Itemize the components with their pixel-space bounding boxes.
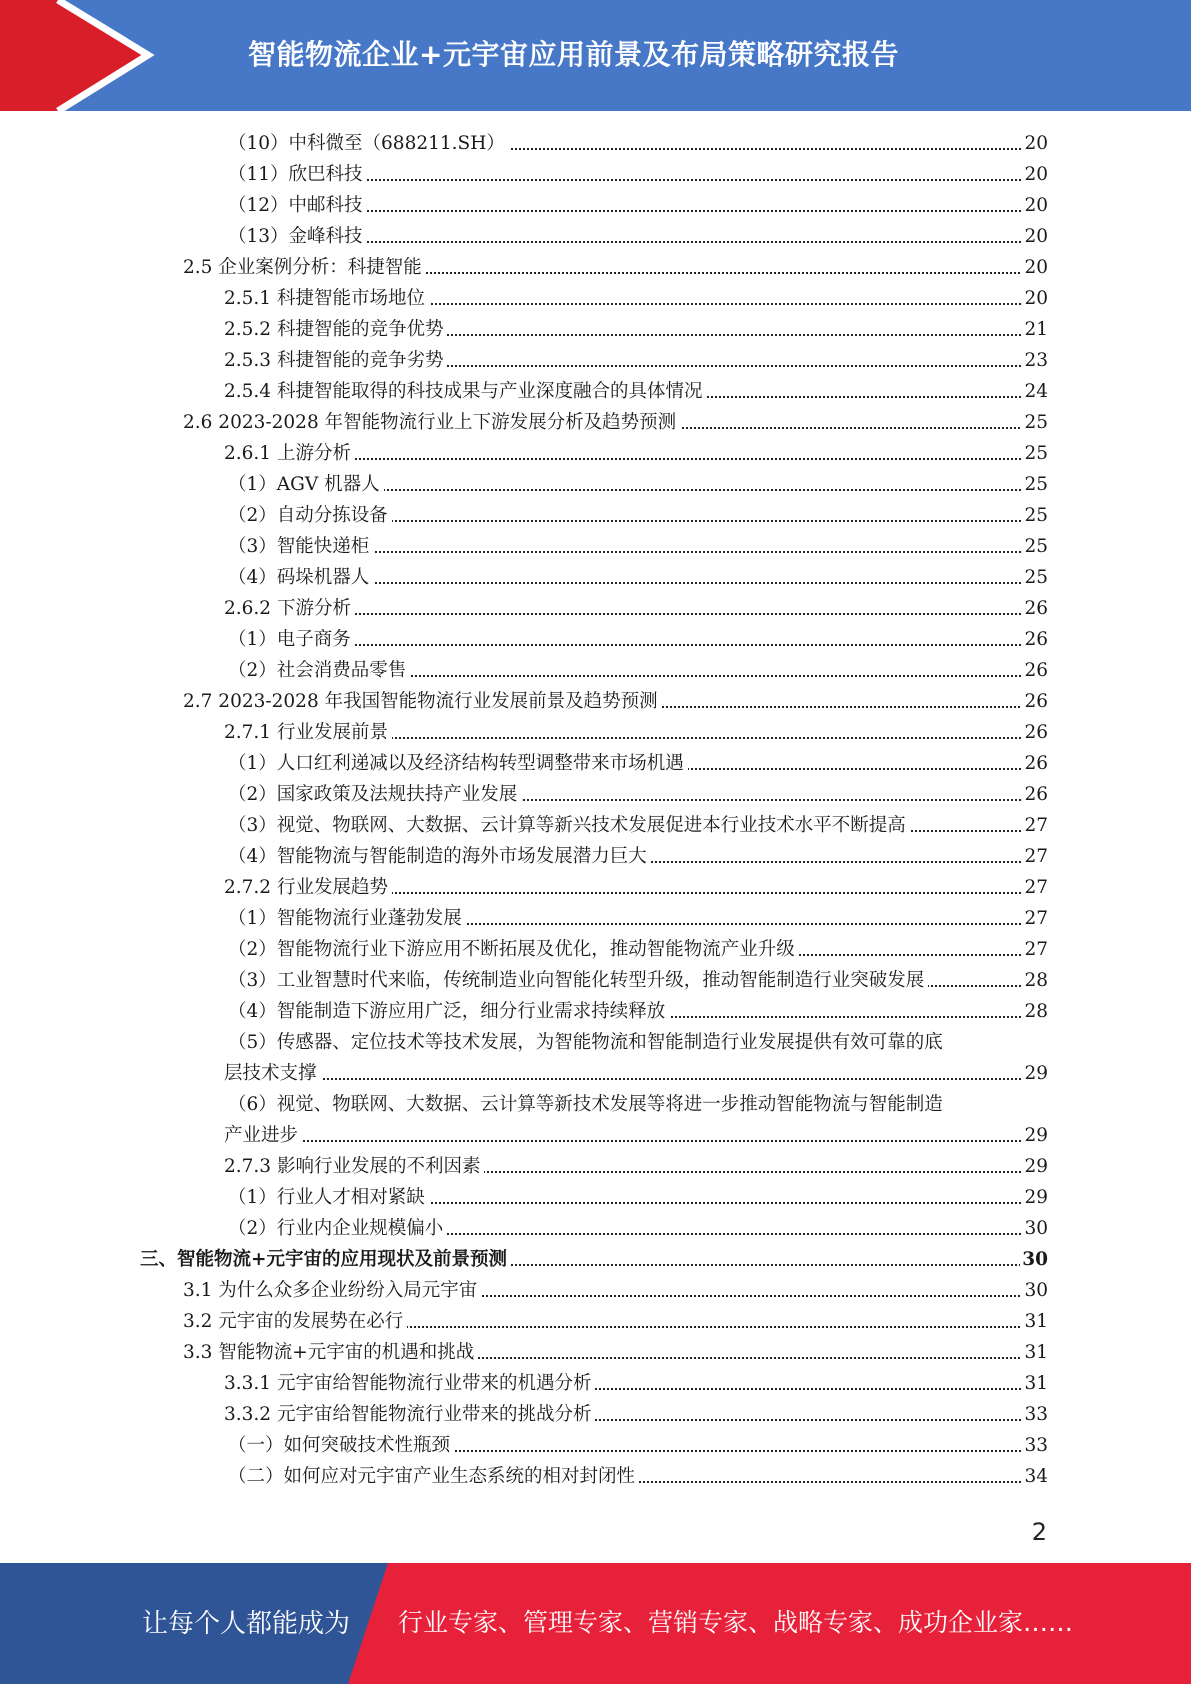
toc-entry-title: （1）电子商务	[228, 624, 355, 655]
toc-entry-page: 25	[1022, 500, 1048, 531]
toc-entry-title: （2）智能物流行业下游应用不断拓展及优化，推动智能物流产业升级	[228, 934, 799, 965]
toc-entry[interactable]	[183, 252, 1048, 283]
toc-entry-page: 25	[1022, 407, 1048, 438]
toc-entry-title: （6）视觉、物联网、大数据、云计算等新技术发展等将进一步推动智能物流与智能制造	[228, 1089, 947, 1120]
toc-entry[interactable]	[228, 1430, 1048, 1461]
toc-entry-page: 25	[1022, 562, 1048, 593]
toc-entry-page: 26	[1022, 624, 1048, 655]
toc-entry-title: （1）智能物流行业蓬勃发展	[228, 903, 466, 934]
toc-entry-page: 28	[1022, 965, 1048, 996]
toc-entry-title: （2）行业内企业规模偏小	[228, 1213, 447, 1244]
toc-entry[interactable]	[228, 779, 1048, 810]
toc-entry-page: 20	[1022, 128, 1048, 159]
toc-entry[interactable]	[183, 407, 1048, 438]
toc-entry-title: 2.5.2 科捷智能的竞争优势	[224, 314, 447, 345]
toc-entry[interactable]	[183, 1306, 1048, 1337]
toc-entry[interactable]	[224, 345, 1048, 376]
toc-entry[interactable]	[183, 1337, 1048, 1368]
toc-entry[interactable]	[228, 624, 1048, 655]
toc-entry[interactable]	[224, 1058, 1048, 1089]
toc-entry-title: （3）工业智慧时代来临，传统制造业向智能化转型升级，推动智能制造行业突破发展	[228, 965, 928, 996]
toc-entry[interactable]	[228, 190, 1048, 221]
toc-entry-title: （13）金峰科技	[228, 221, 367, 252]
toc-entry[interactable]	[228, 965, 1048, 996]
dot-leader	[224, 1140, 1048, 1142]
toc-entry[interactable]	[228, 1089, 1048, 1120]
toc-entry-page: 33	[1022, 1399, 1048, 1430]
toc-entry-page: 20	[1022, 283, 1048, 314]
toc-entry[interactable]	[228, 500, 1048, 531]
toc-entry-page: 30	[1022, 1275, 1048, 1306]
toc-entry-title: （4）智能制造下游应用广泛，细分行业需求持续释放	[228, 996, 669, 1027]
toc-entry[interactable]	[224, 1399, 1048, 1430]
toc-entry-page: 27	[1022, 810, 1048, 841]
toc-entry-title: （4）智能物流与智能制造的海外市场发展潜力巨大	[228, 841, 651, 872]
toc-entry-title: （1）人口红利递减以及经济结构转型调整带来市场机遇	[228, 748, 688, 779]
toc-entry-title: 2.7.3 影响行业发展的不利因素	[224, 1151, 484, 1182]
toc-entry[interactable]	[228, 531, 1048, 562]
toc-entry[interactable]	[224, 593, 1048, 624]
toc-entry-title: （一）如何突破技术性瓶颈	[228, 1430, 454, 1461]
toc-entry-page: 30	[1022, 1213, 1048, 1244]
toc-entry-page: 28	[1022, 996, 1048, 1027]
toc-entry-page: 27	[1022, 872, 1048, 903]
toc-entry-page: 23	[1022, 345, 1048, 376]
toc-entry-title: （10）中科微至（688211.SH）	[228, 128, 509, 159]
header-red-arrow	[0, 0, 148, 111]
toc-entry[interactable]	[228, 221, 1048, 252]
toc-entry-title: 层技术支撑	[224, 1058, 321, 1089]
toc-entry[interactable]	[228, 1027, 1048, 1058]
toc-entry-title: 2.6.1 上游分析	[224, 438, 355, 469]
toc-entry-title: 2.6.2 下游分析	[224, 593, 355, 624]
toc-entry-title: 2.5.1 科捷智能市场地位	[224, 283, 429, 314]
toc-entry-title: 3.3.1 元宇宙给智能物流行业带来的机遇分析	[224, 1368, 595, 1399]
toc-entry[interactable]	[228, 1182, 1048, 1213]
header-band	[0, 0, 1191, 111]
toc-entry-title: 产业进步	[224, 1120, 302, 1151]
toc-entry[interactable]	[228, 903, 1048, 934]
toc-entry-page: 26	[1022, 748, 1048, 779]
toc-entry[interactable]	[224, 1368, 1048, 1399]
toc-entry[interactable]	[224, 1120, 1048, 1151]
footer-slogan-right: 行业专家、管理专家、营销专家、战略专家、成功企业家……	[398, 1608, 1074, 1637]
toc-entry-page: 24	[1022, 376, 1048, 407]
toc-entry[interactable]	[228, 159, 1048, 190]
toc-entry-page: 30	[1020, 1244, 1048, 1275]
toc-entry-title: （2）自动分拣设备	[228, 500, 392, 531]
toc-entry[interactable]	[224, 872, 1048, 903]
footer-band	[0, 1563, 1191, 1684]
toc-entry-page: 27	[1022, 841, 1048, 872]
toc-entry-page: 29	[1022, 1058, 1048, 1089]
toc-entry[interactable]	[228, 996, 1048, 1027]
toc-entry-title: （二）如何应对元宇宙产业生态系统的相对封闭性	[228, 1461, 639, 1492]
toc-entry-page: 31	[1022, 1337, 1048, 1368]
toc-entry-title: 3.3.2 元宇宙给智能物流行业带来的挑战分析	[224, 1399, 595, 1430]
toc-entry-page: 25	[1022, 438, 1048, 469]
toc-entry-title: 2.5.4 科捷智能取得的科技成果与产业深度融合的具体情况	[224, 376, 706, 407]
page-number: 2	[1031, 1518, 1047, 1546]
toc-entry-title: 3.1 为什么众多企业纷纷入局元宇宙	[183, 1275, 481, 1306]
toc-entry[interactable]	[224, 1151, 1048, 1182]
toc-entry-title: 3.3 智能物流+元宇宙的机遇和挑战	[183, 1337, 478, 1368]
footer-slogan-left: 让每个人都能成为	[142, 1609, 351, 1639]
toc-entry-page: 26	[1022, 686, 1048, 717]
toc-chapter-entry[interactable]	[140, 1244, 1048, 1275]
toc-entry-title: （3）智能快递柜	[228, 531, 373, 562]
toc-entry-page: 27	[1022, 903, 1048, 934]
toc-entry-page: 29	[1022, 1120, 1048, 1151]
report-title: 智能物流企业+元宇宙应用前景及布局策略研究报告	[248, 38, 899, 71]
toc-entry-title: （2）国家政策及法规扶持产业发展	[228, 779, 521, 810]
toc-entry-title: 2.5.3 科捷智能的竞争劣势	[224, 345, 447, 376]
toc-entry-page: 29	[1022, 1182, 1048, 1213]
toc-entry-page: 26	[1022, 717, 1048, 748]
toc-entry-title: 2.7 2023-2028 年我国智能物流行业发展前景及趋势预测	[183, 686, 662, 717]
toc-entry-page: 20	[1022, 221, 1048, 252]
toc-entry[interactable]	[224, 438, 1048, 469]
toc-entry-page: 27	[1022, 934, 1048, 965]
toc-entry[interactable]	[224, 314, 1048, 345]
toc-entry[interactable]	[224, 283, 1048, 314]
toc-entry-page: 31	[1022, 1306, 1048, 1337]
toc-entry[interactable]	[228, 841, 1048, 872]
toc-entry[interactable]	[228, 748, 1048, 779]
toc-entry-title: 三、智能物流+元宇宙的应用现状及前景预测	[140, 1244, 511, 1275]
toc-entry-title: （11）欣巴科技	[228, 159, 367, 190]
toc-entry-title: （4）码垛机器人	[228, 562, 373, 593]
dot-leader	[224, 1078, 1048, 1080]
toc-entry-title: （1）AGV 机器人	[228, 469, 384, 500]
toc-entry[interactable]	[228, 934, 1048, 965]
toc-entry-title: （2）社会消费品零售	[228, 655, 410, 686]
toc-entry-title: （1）行业人才相对紧缺	[228, 1182, 429, 1213]
toc-entry-title: （3）视觉、物联网、大数据、云计算等新兴技术发展促进本行业技术水平不断提高	[228, 810, 910, 841]
toc-entry[interactable]	[183, 686, 1048, 717]
toc-entry-page: 20	[1022, 159, 1048, 190]
toc-entry-page: 20	[1022, 190, 1048, 221]
toc-entry[interactable]	[224, 376, 1048, 407]
toc-entry-title: 2.6 2023-2028 年智能物流行业上下游发展分析及趋势预测	[183, 407, 680, 438]
toc-entry-page: 21	[1022, 314, 1048, 345]
toc-entry[interactable]	[228, 1461, 1048, 1492]
toc-entry-title: （5）传感器、定位技术等技术发展，为智能物流和智能制造行业发展提供有效可靠的底	[228, 1027, 947, 1058]
toc-entry[interactable]	[228, 562, 1048, 593]
toc-entry-title: 2.7.2 行业发展趋势	[224, 872, 392, 903]
toc-entry-title: 3.2 元宇宙的发展势在必行	[183, 1306, 407, 1337]
toc-entry-page: 25	[1022, 469, 1048, 500]
toc-entry[interactable]	[228, 469, 1048, 500]
toc-entry-page: 20	[1022, 252, 1048, 283]
toc-entry[interactable]	[228, 655, 1048, 686]
toc-entry-title: 2.7.1 行业发展前景	[224, 717, 392, 748]
toc-entry-page: 26	[1022, 779, 1048, 810]
toc-entry-page: 34	[1022, 1461, 1048, 1492]
toc-entry-title: （12）中邮科技	[228, 190, 367, 221]
toc-entry-page: 31	[1022, 1368, 1048, 1399]
toc-entry-title: 2.5 企业案例分析：科捷智能	[183, 252, 426, 283]
toc-entry[interactable]	[228, 128, 1048, 159]
toc-entry-page: 29	[1022, 1151, 1048, 1182]
toc-entry[interactable]	[183, 1275, 1048, 1306]
toc-entry[interactable]	[228, 810, 1048, 841]
toc-entry-page: 25	[1022, 531, 1048, 562]
toc-entry[interactable]	[228, 1213, 1048, 1244]
toc-entry[interactable]	[224, 717, 1048, 748]
toc-entry-page: 33	[1022, 1430, 1048, 1461]
toc-entry-page: 26	[1022, 593, 1048, 624]
toc-entry-page: 26	[1022, 655, 1048, 686]
